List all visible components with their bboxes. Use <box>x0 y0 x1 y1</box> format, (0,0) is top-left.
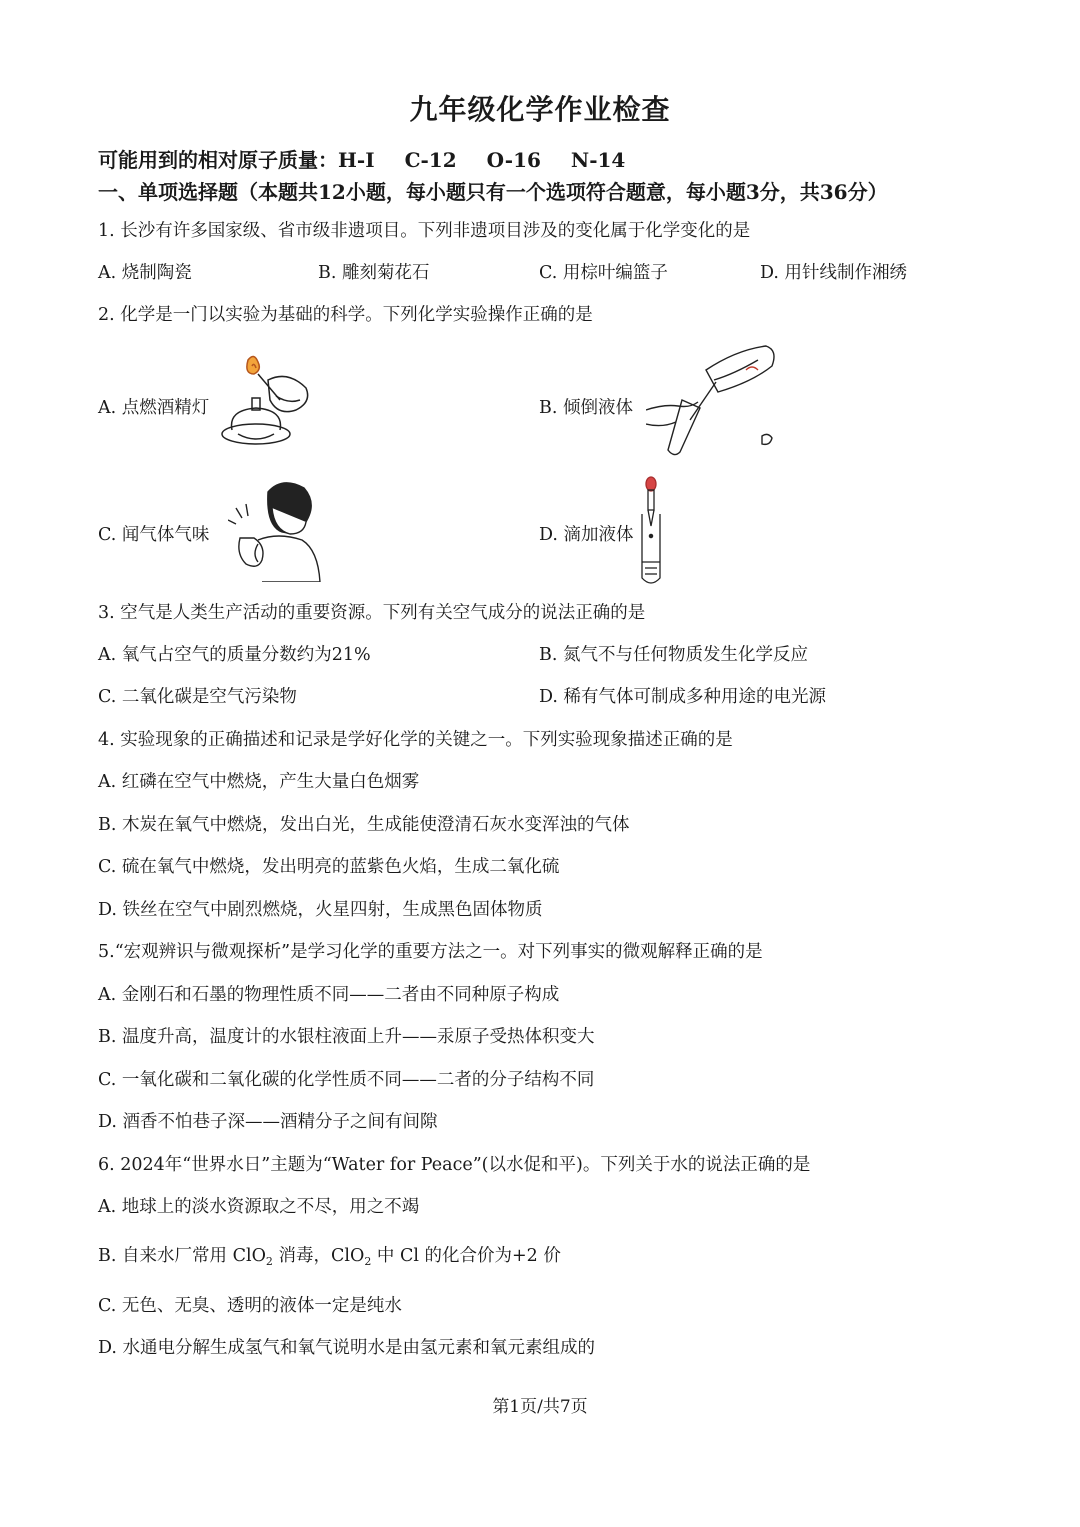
q6-option-c: C. 无色、无臭、透明的液体一定是纯水 <box>98 1296 402 1316</box>
q6-option-b <box>98 1242 561 1268</box>
smelling-gas-figure <box>228 478 324 582</box>
clo2-subscript-2: 2 <box>364 1255 372 1268</box>
q4-option-a: A. 红磷在空气中燃烧，产生大量白色烟雾 <box>98 772 420 792</box>
q6-option-a: A. 地球上的淡水资源取之不尽，用之不竭 <box>98 1197 420 1217</box>
q3-option-d: D. 稀有气体可制成多种用途的电光源 <box>539 687 827 707</box>
section-heading: 一、单项选择题（本题共12小题，每小题只有一个选项符合题意，每小题3分，共36分） <box>98 180 888 204</box>
q6-option-d: D. 水通电分解生成氢气和氧气说明水是由氢元素和氧元素组成的 <box>98 1338 596 1358</box>
atomic-mass-h: H-I <box>338 148 375 172</box>
pouring-liquid-figure <box>646 340 786 460</box>
question-5-stem: 5.“宏观辨识与微观探析”是学习化学的重要方法之一。对下列事实的微观解释正确的是 <box>98 942 763 962</box>
atomic-mass-line <box>98 144 655 173</box>
question-2-stem: 2. 化学是一门以实验为基础的科学。下列化学实验操作正确的是 <box>98 305 593 325</box>
page-title: 九年级化学作业检查 <box>409 93 671 126</box>
atomic-mass-n: N-14 <box>570 148 626 172</box>
q2-option-d: D. 滴加液体 <box>539 525 634 545</box>
q5-option-c: C. 一氧化碳和二氧化碳的化学性质不同——二者的分子结构不同 <box>98 1070 595 1090</box>
alcohol-lamp-figure <box>218 352 313 450</box>
q4-option-b: B. 木炭在氧气中燃烧，发出白光，生成能使澄清石灰水变浑浊的气体 <box>98 815 630 835</box>
question-1-stem: 1. 长沙有许多国家级、省市级非遗项目。下列非遗项目涉及的变化属于化学变化的是 <box>98 221 751 241</box>
q1-option-c: C. 用棕叶编篮子 <box>539 263 668 283</box>
dropping-liquid-figure <box>636 474 666 586</box>
q4-option-d: D. 铁丝在空气中剧烈燃烧，火星四射，生成黑色固体物质 <box>98 900 543 920</box>
question-4-stem: 4. 实验现象的正确描述和记录是学好化学的关键之一。下列实验现象描述正确的是 <box>98 730 733 750</box>
q1-option-a: A. 烧制陶瓷 <box>98 263 192 283</box>
atomic-mass-label: 可能用到的相对原子质量： <box>98 148 338 172</box>
q6-option-b-suffix: 中 Cl 的化合价为+2 价 <box>371 1246 561 1266</box>
q5-option-a: A. 金刚石和石墨的物理性质不同——二者由不同种原子构成 <box>98 985 560 1005</box>
q6-option-b-mid: 消毒，ClO <box>272 1246 365 1266</box>
q3-option-b: B. 氮气不与任何物质发生化学反应 <box>539 645 808 665</box>
q6-option-b-prefix: B. 自来水厂常用 <box>98 1246 227 1266</box>
clo2-formula-1: ClO <box>232 1246 266 1266</box>
q1-option-d: D. 用针线制作湘绣 <box>760 263 908 283</box>
q2-option-c: C. 闻气体气味 <box>98 525 210 545</box>
question-6-stem: 6. 2024年“世界水日”主题为“Water for Peace”(以水促和平)。下列关于水的说法正确的是 <box>98 1155 811 1175</box>
q5-option-b: B. 温度升高，温度计的水银柱液面上升——汞原子受热体积变大 <box>98 1027 595 1047</box>
q4-option-c: C. 硫在氧气中燃烧，发出明亮的蓝紫色火焰，生成二氧化硫 <box>98 857 560 877</box>
atomic-mass-c: C-12 <box>404 148 457 172</box>
atomic-mass-o: O-16 <box>486 148 541 172</box>
q2-option-b: B. 倾倒液体 <box>539 398 633 418</box>
q3-option-a: A. 氧气占空气的质量分数约为21% <box>98 645 371 665</box>
question-3-stem: 3. 空气是人类生产活动的重要资源。下列有关空气成分的说法正确的是 <box>98 603 646 623</box>
q1-option-b: B. 雕刻菊花石 <box>318 263 430 283</box>
q5-option-d: D. 酒香不怕巷子深——酒精分子之间有间隙 <box>98 1112 438 1132</box>
clo2-subscript-1: 2 <box>265 1255 273 1268</box>
q3-option-c: C. 二氧化碳是空气污染物 <box>98 687 297 707</box>
q2-option-a: A. 点燃酒精灯 <box>98 398 210 418</box>
page-footer: 第1页/共7页 <box>492 1397 588 1417</box>
